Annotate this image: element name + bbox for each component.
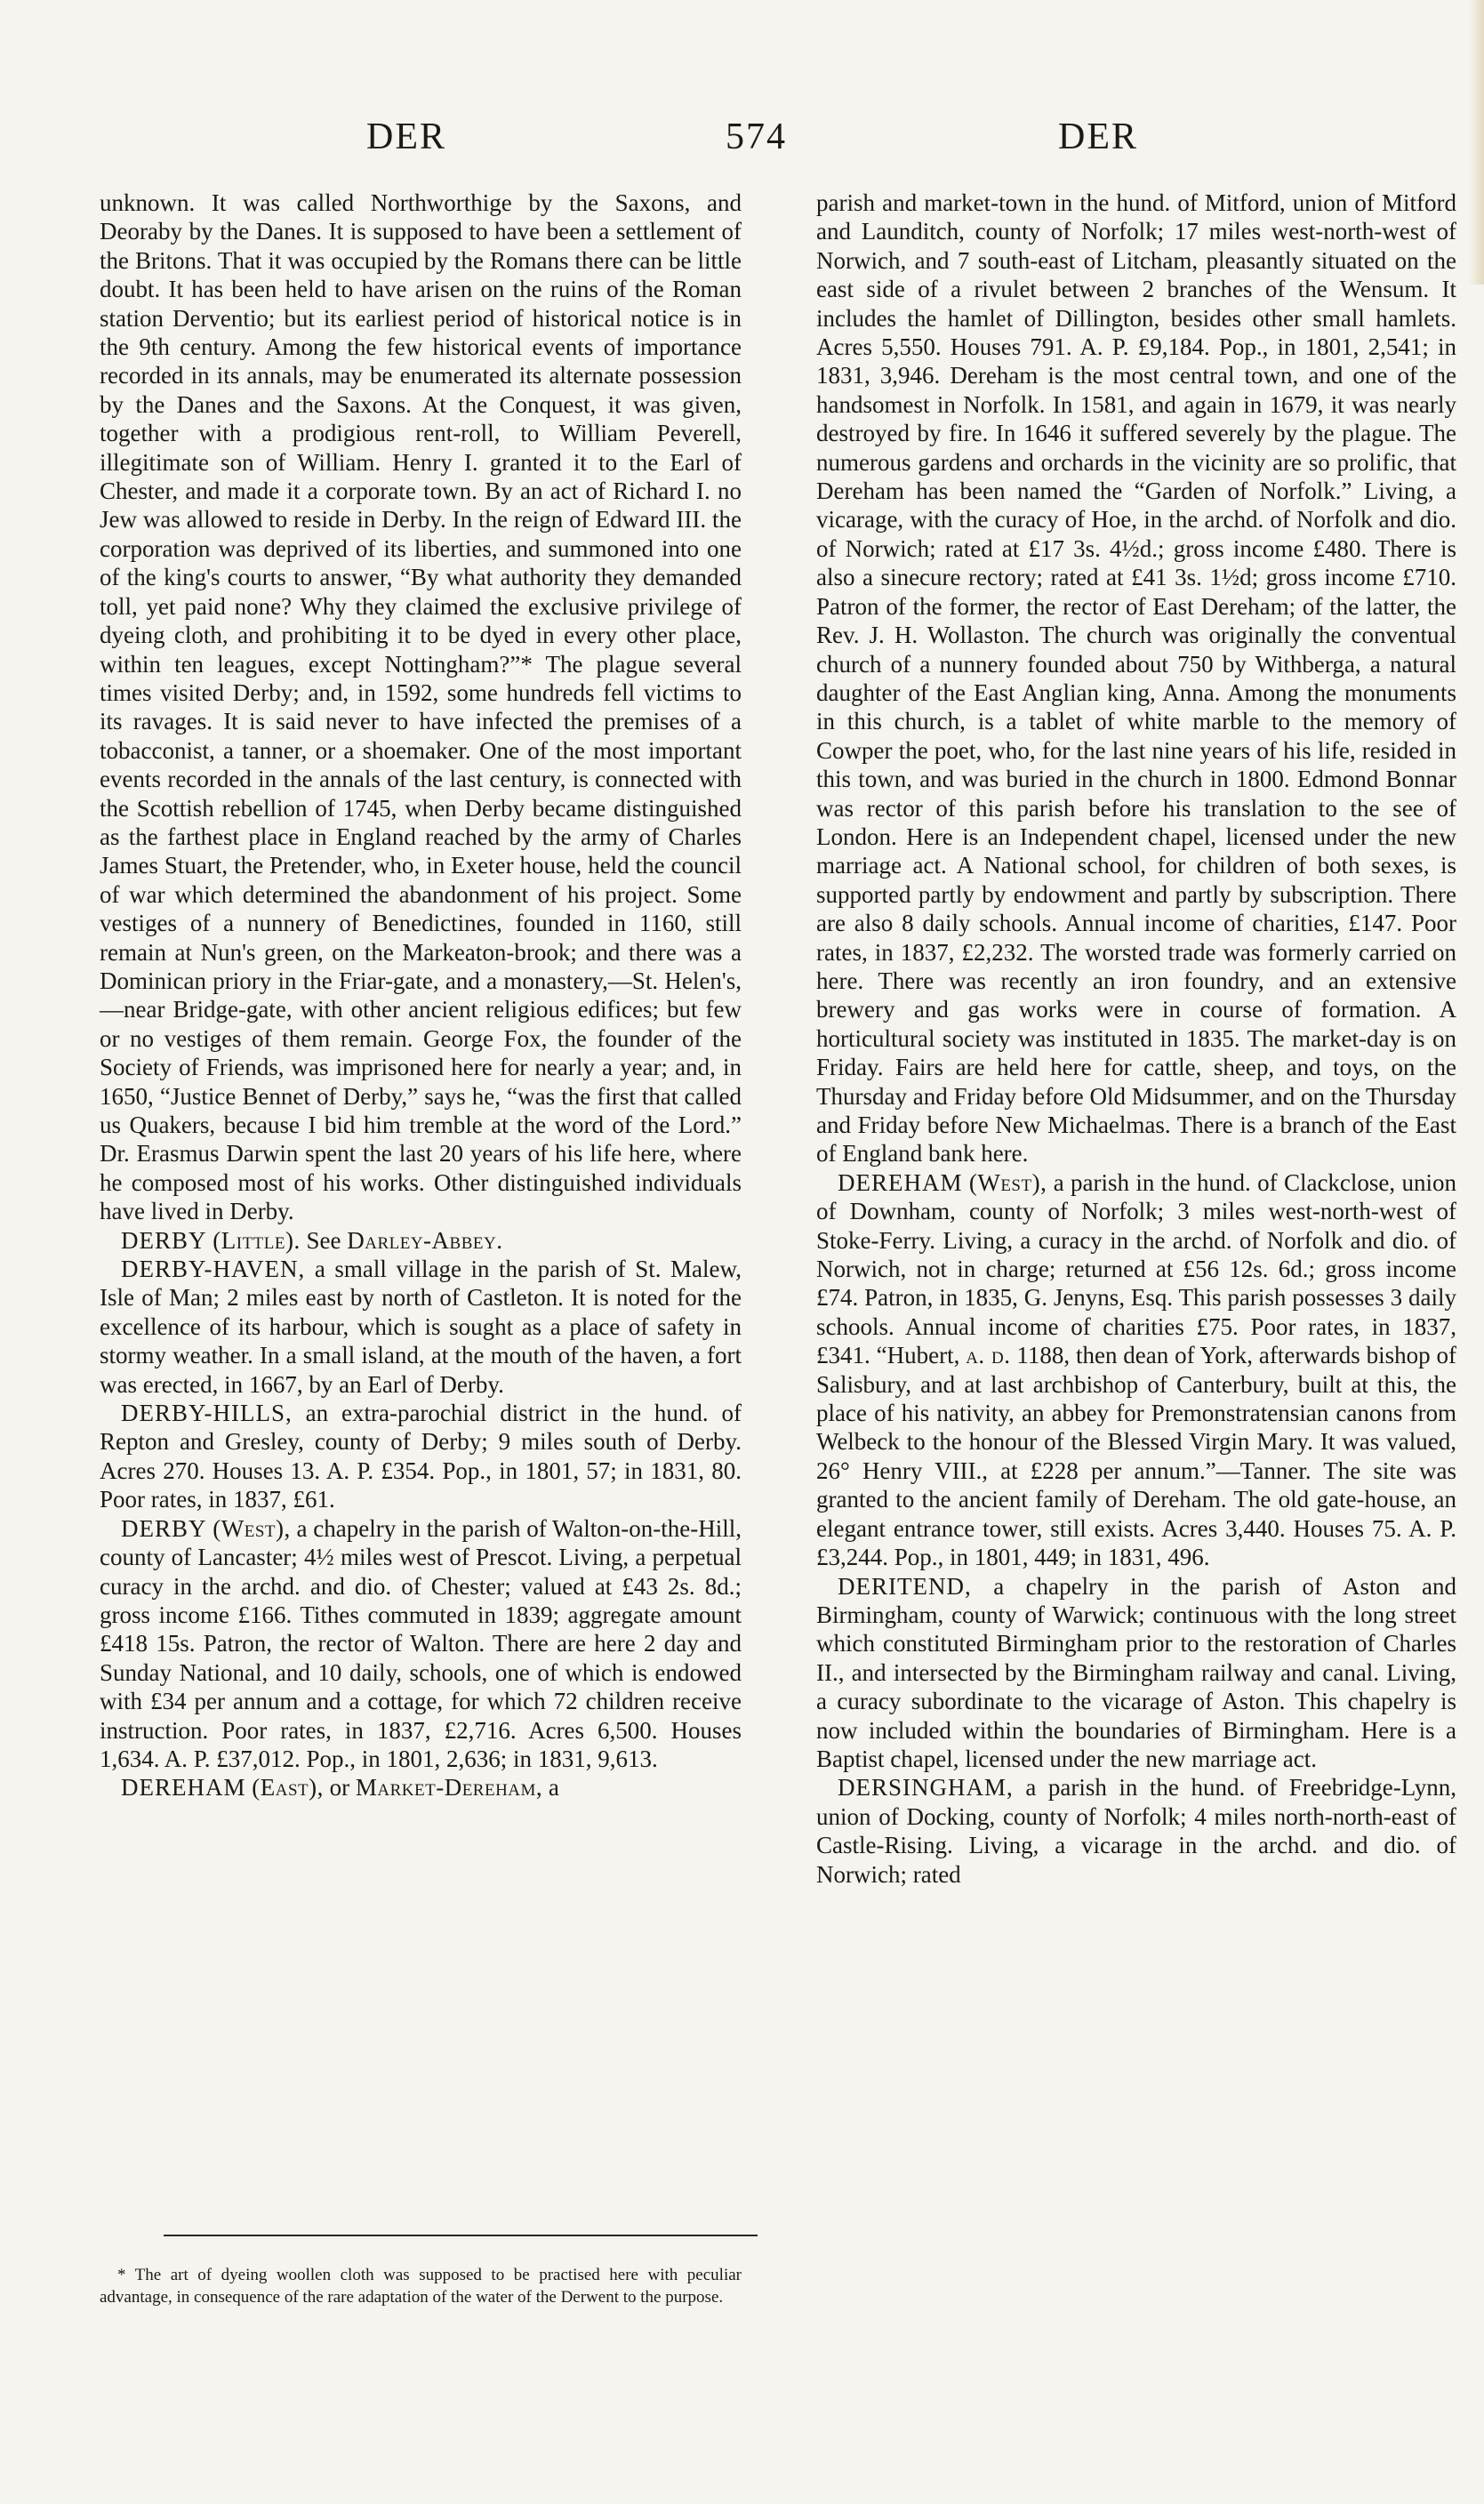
entry-title-derby-hills: DERBY-HILLS, — [121, 1400, 293, 1427]
entry-derby-west — [100, 1514, 742, 1774]
entry-text-derby-west: a chapelry in the parish of Walton-on-the-Hill, county of Lancaster; 4½ miles west of Prescot. Living, a perpetual curacy in the archd. and dio. of Chester; valued at £43 2s. 8d.; gross income £166. Tithes commuted in 1839; aggregate amount £418 15s. Patron, the rector of Walton. There are here 2 day and Sunday National, and 10 daily, schools, one of which is endowed with £34 per annum and a cottage, for which 72 children receive instruction. Poor rates, in 1837, £2,716. Acres 6,500. Houses 1,634. A. P. £37,012. Pop., in 1801, 2,636; in 1831, 9,613. — [100, 1514, 742, 1772]
entry-title-derby-west: DERBY — [121, 1514, 207, 1542]
entry-derby-little — [100, 1226, 742, 1255]
entry-derby-hills — [100, 1399, 742, 1514]
entry-dersingham — [816, 1773, 1456, 1889]
entry-qualifier-east: (East), — [252, 1774, 324, 1802]
entry-qualifier-west: (West), — [213, 1514, 291, 1542]
entry-dereham-east-start — [100, 1773, 742, 1802]
header-left-word: DER — [366, 116, 446, 157]
entry-text-dereham-east-start: a — [548, 1774, 559, 1802]
anno-domini: a. d. — [966, 1342, 1011, 1369]
entry-title-derby-haven: DERBY-HAVEN, — [121, 1256, 306, 1283]
entry-qualifier-west: (West), — [968, 1168, 1047, 1196]
or-label: or — [329, 1774, 350, 1802]
running-header — [0, 116, 1484, 169]
entry-text-dereham-west-1: a parish in the hund. of Clackclose, union of Downham, county of Norfolk; 3 miles west-north-west of Stoke-Ferry. Living, a curacy in the archd. of Norfolk and dio. of Norwich, not in charge; returned at £56 12s. 6d.; gross income £74. Patron, in 1835, G. Jenyns, Esq. This parish possesses 3 daily schools. Annual income of charities £75. Poor rates, in 1837, £341. “Hubert, — [816, 1168, 1456, 1369]
footnote-divider — [164, 2235, 758, 2236]
entry-title-dersingham: DERSINGHAM, — [838, 1774, 1014, 1802]
cross-reference-darley-abbey: Darley-Abbey. — [347, 1226, 503, 1254]
entry-text-derby-haven: a small village in the parish of St. Malew, Isle of Man; 2 miles east by north of Castleton. It is noted for the excellence of its harbour, which is sought as a place of safety in stormy weather. In a small island, at the mouth of the haven, a fort was erected, in 1667, by an Earl of Derby. — [100, 1256, 742, 1398]
entry-title-deritend: DERITEND, — [838, 1572, 972, 1600]
entry-text-deritend: a chapelry in the parish of Aston and Birmingham, county of Warwick; continuous with the long street which constituted Birmingham prior to the restoration of Charles II., and intersected by the Birmingham railway and canal. Living, a curacy subordinate to the vicarage of Aston. This chapelry is now included within the boundaries of Birmingham. Here is a Baptist chapel, licensed under the new marriage act. — [816, 1572, 1456, 1772]
page-edge-stain — [1469, 0, 1484, 285]
entry-title-dereham-west: DEREHAM — [838, 1168, 963, 1196]
left-column — [100, 189, 742, 1802]
entry-title-derby-little: DERBY — [121, 1226, 207, 1254]
dereham-east-continuation: parish and market-town in the hund. of Mitford, union of Mitford and Launditch, county of Norfolk; 17 miles west-north-west of Norwich, and 7 south-east of Litcham, pleasantly situated on the east side of a rivulet between 2 branches of the Wensum. It includes the hamlet of Dillington, besides other small hamlets. Acres 5,550. Houses 791. A. P. £9,184. Pop., in 1801, 2,541; in 1831, 3,946. Dereham is the most central town, and one of the handsomest in Norfolk. In 1581, and again in 1679, it was nearly destroyed by fire. In 1646 it suffered severely by the plague. The numerous gardens and orchards in the vicinity are so prolific, that Dereham has been named the “Garden of Norfolk.” Living, a vicarage, with the curacy of Hoe, in the archd. of Norfolk and dio. of Norwich; rated at £17 3s. 4½d.; gross income £480. There is also a sinecure rectory; rated at £41 3s. 1½d; gross income £710. Patron of the former, the rector of East Dereham; of the latter, the Rev. J. H. Wollaston. The church was originally the conventual church of a nunnery founded about 750 by Withberga, a natural daughter of the East Anglian king, Anna. Among the monuments in this church, is a tablet of white marble to the memory of Cowper the poet, who, for the last nine years of his life, resided in this town, and was buried in the church in 1800. Edmond Bonnar was rector of this parish before his translation to the see of London. Here is an Independent chapel, licensed under the new marriage act. A National school, for children of both sexes, is supported partly by endowment and partly by subscription. There are also 8 daily schools. Annual income of charities, £147. Poor rates, in 1837, £2,232. The worsted trade was formerly carried on here. There was recently an iron foundry, and an extensive brewery and gas works were in course of formation. A horticultural society was instituted in 1835. The market-day is on Friday. Fairs are held here for cattle, sheep, and toys, on the Thursday and Friday before Old Midsummer, and on the Thursday and Friday before New Michaelmas. There is a branch of the East of England bank here. — [816, 189, 1456, 1168]
see-label: See — [306, 1226, 341, 1254]
entry-text-dereham-west-2: 1188, then dean of York, afterwards bishop of Salisbury, and at last archbishop of Canterbury, built at this, the place of his nativity, an abbey for Premonstratensian canons from Welbeck to the honour of the Blessed Virgin Mary. It was valued, 26° Henry VIII., at £228 per annum.”—Tanner. The site was granted to the ancient family of Dereham. The old gate-house, an elegant entrance tower, still exists. Acres 3,440. Houses 75. A. P. £3,244. Pop., in 1801, 449; in 1831, 496. — [816, 1342, 1457, 1571]
footnote — [100, 2264, 742, 2308]
derby-entry-continuation: unknown. It was called Northworthige by the Saxons, and Deoraby by the Danes. It is supposed to have been a settlement of the Britons. That it was occupied by the Romans there can be little doubt. It has been held to have arisen on the ruins of the Roman station Derventio; but its earliest period of historical notice is in the 9th century. Among the few historical events of importance recorded in its annals, may be enumerated its alternate possession by the Danes and the Saxons. At the Conquest, it was given, together with a prodigious rent-roll, to William Peverell, illegitimate son of William. Henry I. granted it to the Earl of Chester, and made it a corporate town. By an act of Richard I. no Jew was allowed to reside in Derby. In the reign of Edward III. the corporation was deprived of its liberties, and summoned into one of the king's courts to answer, “By what authority they demanded toll, yet paid none? Why they claimed the exclusive privilege of dyeing cloth, and prohibiting it to be dyed in every other place, within ten leagues, except Nottingham?”* The plague several times visited Derby; and, in 1592, some hundreds fell victims to its ravages. It is said never to have infected the premises of a tobacconist, a tanner, or a shoemaker. One of the most important events recorded in the annals of the last century, is connected with the Scottish rebellion of 1745, when Derby became distinguished as the farthest place in England reached by the army of Charles James Stuart, the Pretender, who, in Exeter house, held the council of war which determined the abandonment of his project. Some vestiges of a nunnery of Benedictines, founded in 1160, still remain at Nun's green, on the Markeaton-brook; and there was a Dominican priory in the Friar-gate, and a monastery,—St. Helen's,—near Bridge-gate, with other ancient religious edifices; but few or no vestiges of them remain. George Fox, the founder of the Society of Friends, was imprisoned here for nearly a year; and, in 1650, “Justice Bennet of Derby,” says he, “was the first that called us Quakers, because I bid him tremble at the word of the Lord.” Dr. Erasmus Darwin spent the last 20 years of his life here, where he composed most of his works. Other distinguished individuals have lived in Derby. — [100, 189, 742, 1225]
entry-text-dersingham: a parish in the hund. of Freebridge-Lynn, union of Docking, county of Norfolk; 4 miles north-north-east of Castle-Rising. Living, a vicarage in the archd. and dio. of Norwich; rated — [816, 1774, 1456, 1888]
entry-text-derby-hills: an extra-parochial district in the hund. of Repton and Gresley, county of Derby; 9 miles south of Derby. Acres 270. Houses 13. A. P. £354. Pop., in 1801, 57; in 1831, 80. Poor rates, in 1837, £61. — [100, 1400, 742, 1513]
right-column — [816, 189, 1456, 1889]
entry-deritend — [816, 1572, 1456, 1774]
page-number: 574 — [726, 116, 787, 157]
alternate-name-market-dereham: Market-Dereham, — [355, 1774, 543, 1802]
entry-qualifier-little: (Little). — [213, 1226, 301, 1254]
entry-dereham-west — [816, 1168, 1456, 1572]
header-right-word: DER — [1058, 116, 1138, 157]
entry-title-dereham-east: DEREHAM — [121, 1774, 246, 1802]
entry-derby-haven — [100, 1255, 742, 1399]
footnote-text: * The art of dyeing woollen cloth was supposed to be practised here with peculiar advantage, in consequence of the rare adaptation of the water of the Derwent to the purpose. — [100, 2266, 742, 2307]
